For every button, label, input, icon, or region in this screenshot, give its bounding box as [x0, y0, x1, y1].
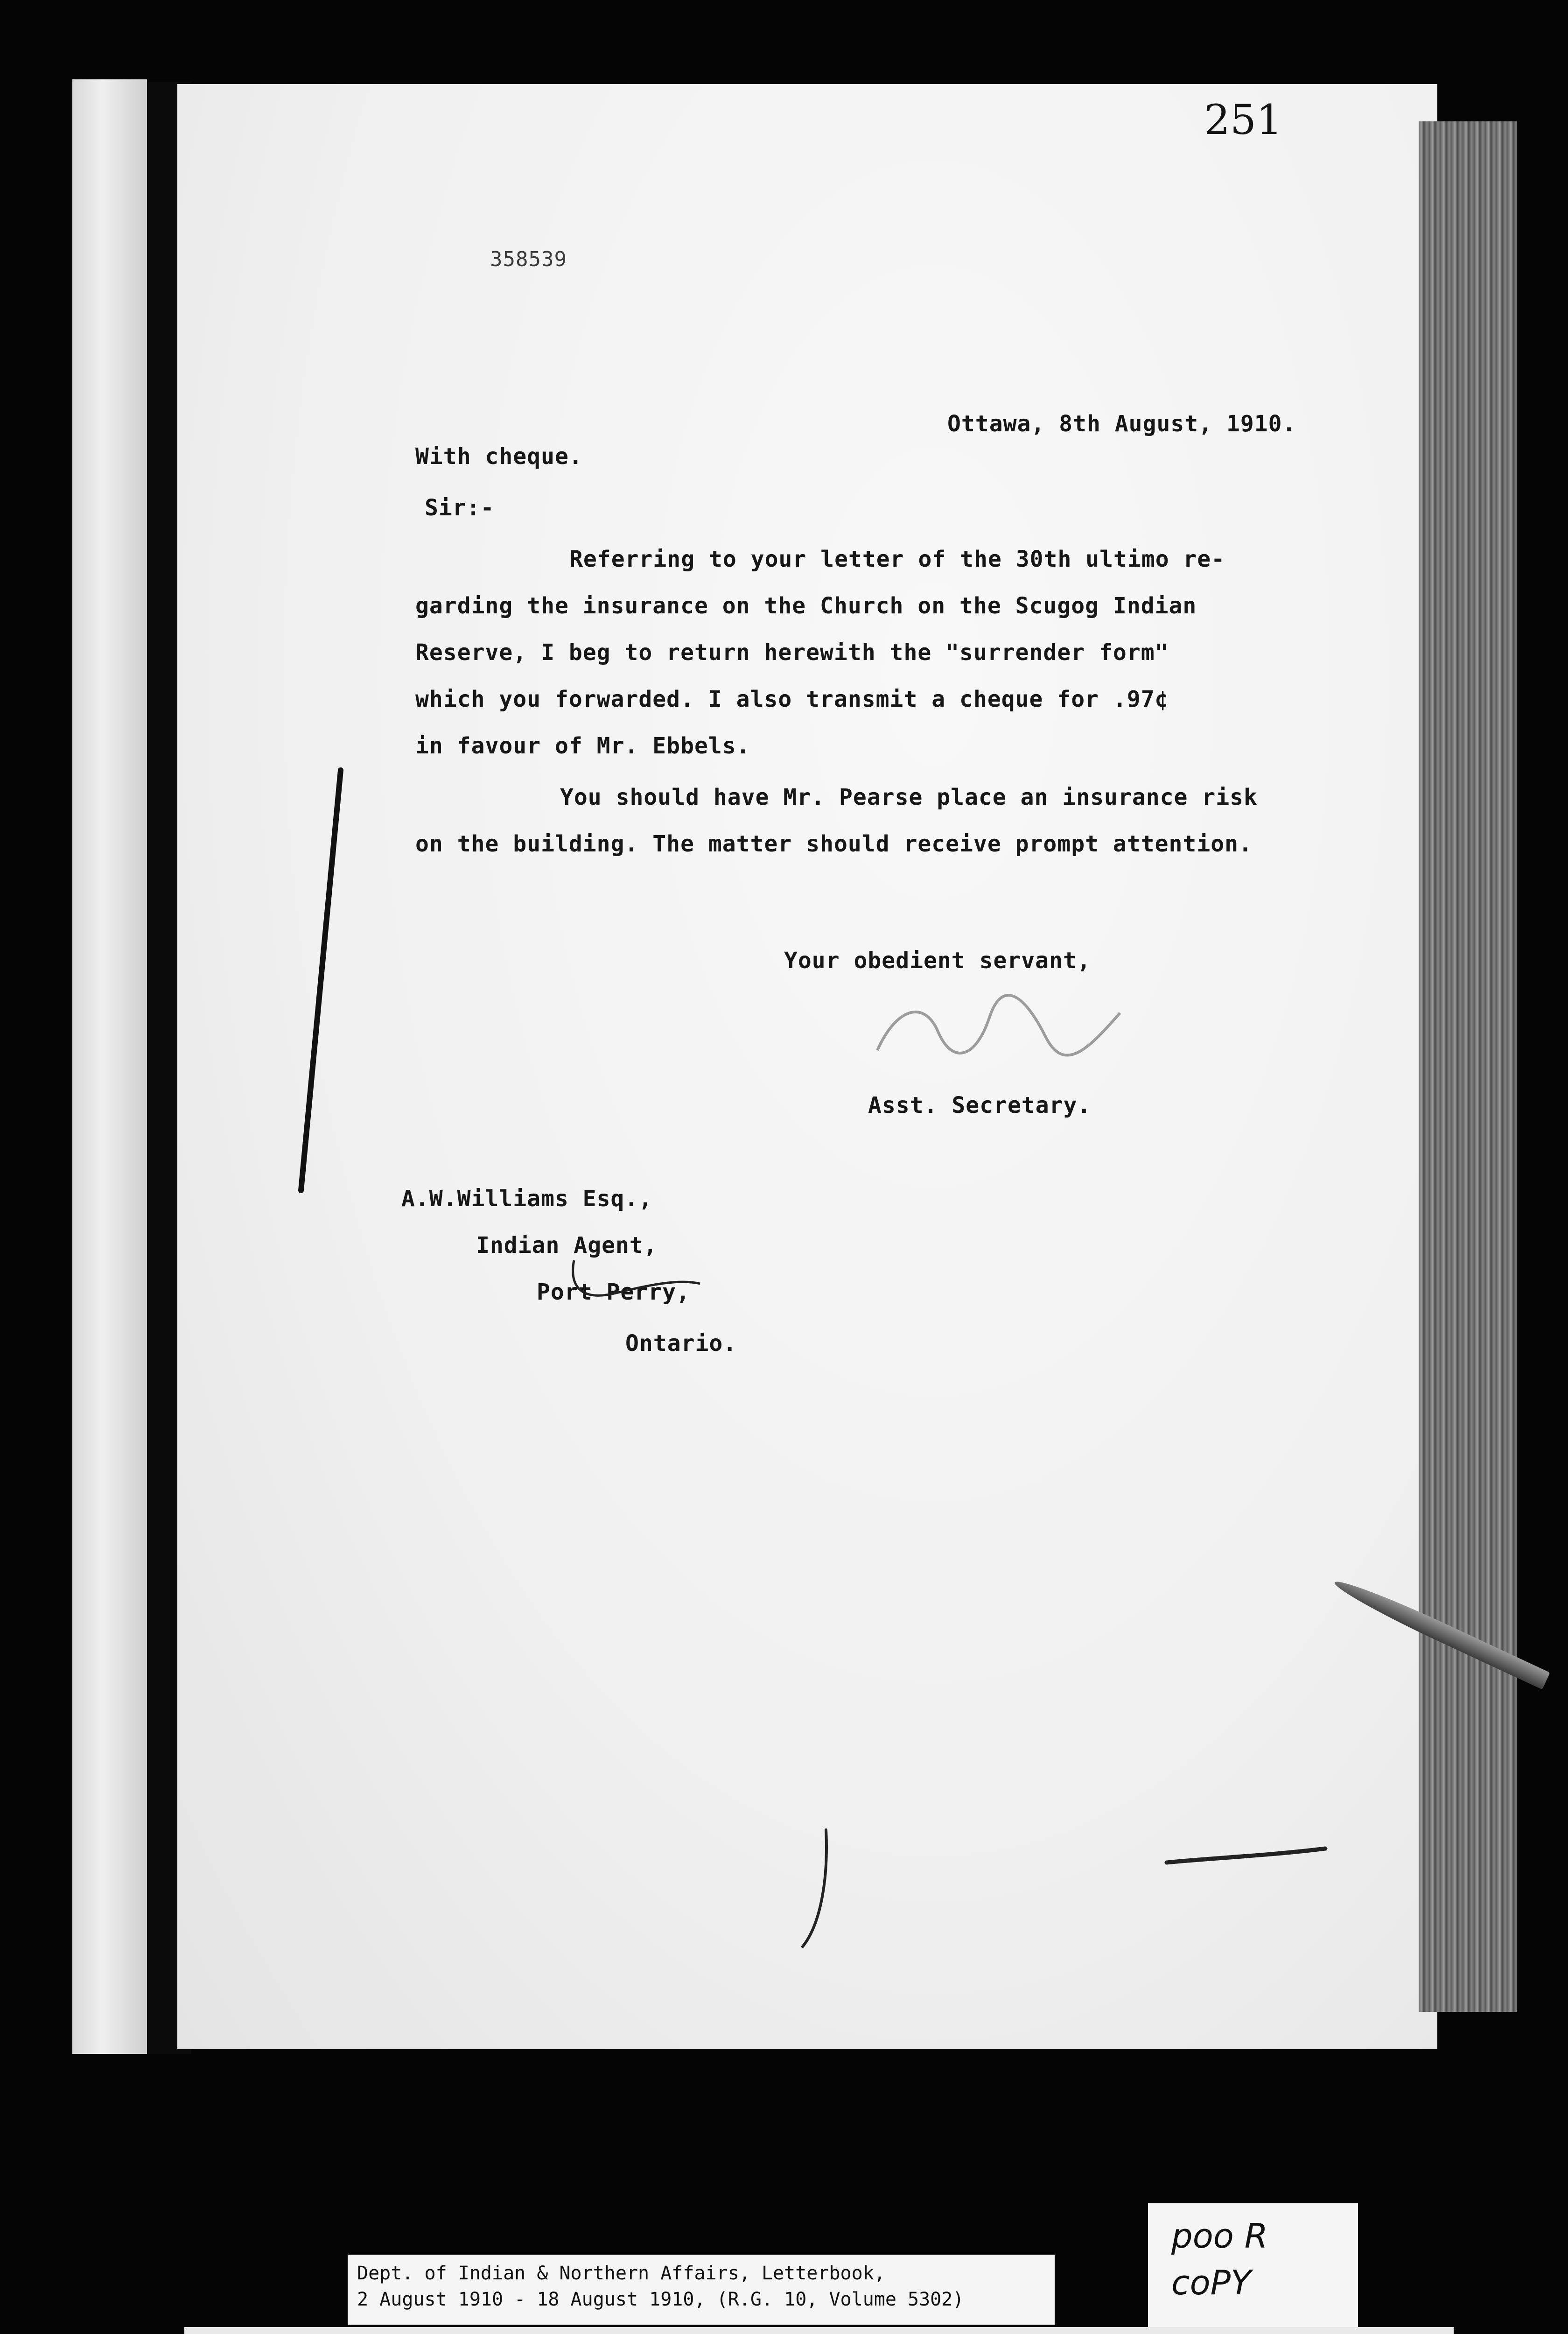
body-line-4: which you forwarded. I also transmit a cheque for .97¢ — [415, 686, 1169, 712]
archive-stamp — [184, 2327, 1454, 2334]
salutation: Sir:- — [425, 495, 495, 521]
address-line-2: Indian Agent, — [476, 1232, 658, 1258]
body-line-2: garding the insurance on the Church on the Scugog Indian — [415, 593, 1197, 619]
body-line-3: Reserve, I beg to return herewith the "surrender form" — [415, 640, 1169, 666]
bottom-pencil-tick — [789, 1821, 840, 1961]
poor-copy-note — [1148, 2203, 1358, 2332]
address-line-4: Ontario. — [625, 1330, 737, 1357]
book-left-edge — [72, 79, 147, 2054]
pencil-underline-mark — [560, 1251, 709, 1316]
body-line-5: in favour of Mr. Ebbels. — [415, 733, 750, 759]
source-label-line-1: Dept. of Indian & Northern Affairs, Letterbook, — [357, 2263, 885, 2284]
signatory-title: Asst. Secretary. — [868, 1092, 1092, 1118]
poor-copy-line-1: poo R — [1171, 2216, 1268, 2256]
dateline: Ottawa, 8th August, 1910. — [947, 411, 1296, 437]
bottom-pencil-dash — [1157, 1835, 1335, 1877]
source-label-line-2: 2 August 1910 - 18 August 1910, (R.G. 10, Volume 5302) — [357, 2289, 964, 2310]
faint-signature — [868, 980, 1129, 1074]
source-label — [348, 2255, 1055, 2325]
closing: Your obedient servant, — [784, 948, 1091, 974]
body-line-7: on the building. The matter should receive prompt attention. — [415, 831, 1253, 857]
poor-copy-line-2: coPY — [1171, 2263, 1252, 2302]
folio-number: 251 — [1204, 96, 1282, 144]
enclosure-note: With cheque. — [415, 443, 583, 470]
margin-pencil-stroke — [289, 761, 350, 1204]
book-page-edges — [1419, 121, 1517, 2012]
letter-page — [177, 84, 1437, 2049]
body-line-6: You should have Mr. Pearse place an insurance risk — [560, 784, 1258, 810]
file-number: 358539 — [490, 247, 567, 271]
address-line-1: A.W.Williams Esq., — [401, 1186, 653, 1212]
address-line-3: Port Perry, — [537, 1279, 690, 1305]
body-line-1: Referring to your letter of the 30th ultimo re- — [569, 546, 1225, 572]
